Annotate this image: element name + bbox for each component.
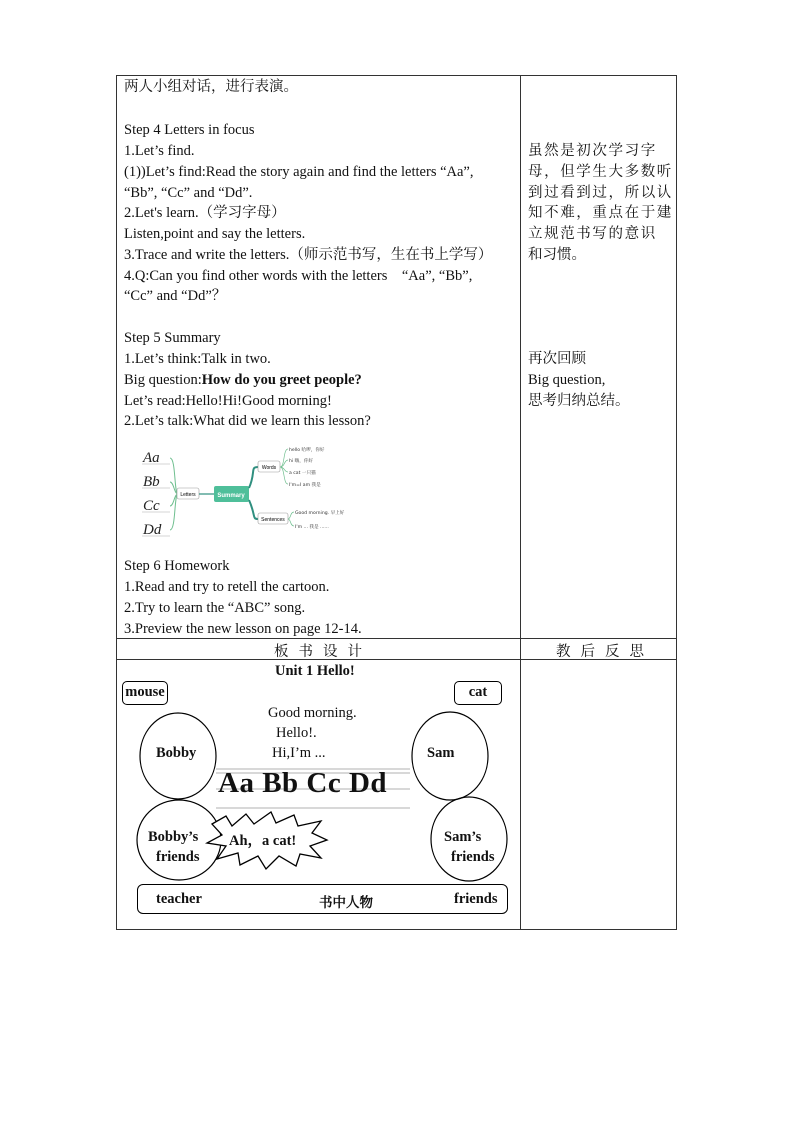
- step4-title: Step 4 Letters in focus: [124, 122, 255, 138]
- board-title: Unit 1 Hello!: [275, 663, 355, 679]
- reflection-header: 教后反思: [556, 644, 654, 660]
- greeting-line: Hi,I’m ...: [272, 745, 326, 761]
- step5-line: 2.Let’s talk:What did we learn this lesson?: [124, 413, 371, 429]
- step5-line: Let’s read:Hello!Hi!Good morning!: [124, 393, 332, 409]
- board-design-header: 板书设计: [274, 644, 372, 660]
- sam-label: Sam: [427, 745, 455, 761]
- board-letters: Aa Bb Cc Dd: [218, 767, 388, 799]
- step6-line: 1.Read and try to retell the cartoon.: [124, 579, 330, 595]
- pair-dialogue-line: 两人小组对话，进行表演。: [124, 79, 298, 95]
- friends-label: friends: [454, 891, 498, 907]
- burst-text: Ah，a cat!: [229, 833, 297, 849]
- step4-line: “Bb”, “Cc” and “Dd”.: [124, 185, 253, 201]
- note-line: 思考归纳总结。: [528, 393, 630, 409]
- greeting-line: Hello!.: [276, 725, 317, 741]
- row-divider-top: [116, 638, 677, 639]
- note-line: 到过看到过，所以认: [528, 185, 673, 201]
- mindmap-words-node: Words: [261, 465, 277, 471]
- mindmap-letter-dd: Dd: [143, 522, 162, 538]
- mouse-box: mouse: [122, 681, 168, 705]
- step5-line: 1.Let’s think:Talk in two.: [124, 351, 271, 367]
- bobbys-label: Bobby’s: [148, 829, 199, 845]
- characters-label: 书中人物: [319, 895, 373, 911]
- big-question-text: How do you greet people?: [201, 372, 362, 388]
- mindmap-letter-cc: Cc: [143, 498, 160, 514]
- big-question-prefix: Big question:: [124, 372, 202, 388]
- mindmap-letters-node: Letters: [180, 492, 196, 498]
- step4-line: Listen,point and say the letters.: [124, 226, 306, 242]
- greeting-line: Good morning.: [268, 705, 357, 721]
- step5-big-question: [124, 371, 362, 389]
- step4-line: 2.Let's learn.（学习字母）: [124, 205, 286, 221]
- mindmap-letter-bb: Bb: [143, 474, 160, 490]
- sams-label: Sam’s: [444, 829, 482, 845]
- step4-line: 4.Q:Can you find other words with the letters “Aa”, “Bb”,: [124, 268, 473, 284]
- step4-line: “Cc” and “Dd”？: [124, 288, 227, 304]
- step6-line: 3.Preview the new lesson on page 12-14.: [124, 621, 362, 637]
- note-line: 和习惯。: [528, 247, 586, 263]
- mindmap-word: hi 嗨，你好: [289, 459, 314, 464]
- step6-title: Step 6 Homework: [124, 558, 230, 574]
- bobby-label: Bobby: [156, 745, 197, 761]
- mindmap-word: a cat 一只猫: [289, 471, 316, 476]
- mindmap-letter-aa: Aa: [143, 450, 160, 466]
- mindmap-sentence: I'm ... 我是 ......: [295, 525, 329, 530]
- note-line: 立规范书写的意识: [528, 226, 657, 242]
- step4-line: 1.Let’s find.: [124, 143, 195, 159]
- bobbys-friends-label: friends: [156, 849, 200, 865]
- step4-line: 3.Trace and write the letters.（师示范书写，生在书上学写）: [124, 247, 493, 263]
- note-line: Big question,: [528, 372, 606, 388]
- teacher-label: teacher: [156, 891, 202, 907]
- sams-friends-label: friends: [451, 849, 495, 865]
- step5-title: Step 5 Summary: [124, 330, 221, 346]
- mindmap-summary-node: Summary: [217, 493, 245, 499]
- mindmap-sentence: Good morning. 早上好: [295, 511, 345, 516]
- column-divider: [520, 75, 521, 930]
- note-line: 再次回顾: [528, 351, 586, 367]
- summary-mind-map: [140, 442, 370, 540]
- step6-line: 2.Try to learn the “ABC” song.: [124, 600, 306, 616]
- note-line: 虽然是初次学习字: [528, 143, 657, 159]
- mindmap-word: hello 哈啰，你好: [289, 448, 325, 453]
- mindmap-sentences-node: Sentences: [261, 517, 285, 523]
- step4-line: (1))Let’s find:Read the story again and find the letters “Aa”,: [124, 164, 474, 180]
- note-line: 知不难，重点在于建: [528, 205, 673, 221]
- cat-box: cat: [454, 681, 502, 705]
- note-line: 母，但学生大多数听: [528, 164, 673, 180]
- mindmap-word: I'm=I am 我是: [289, 483, 321, 488]
